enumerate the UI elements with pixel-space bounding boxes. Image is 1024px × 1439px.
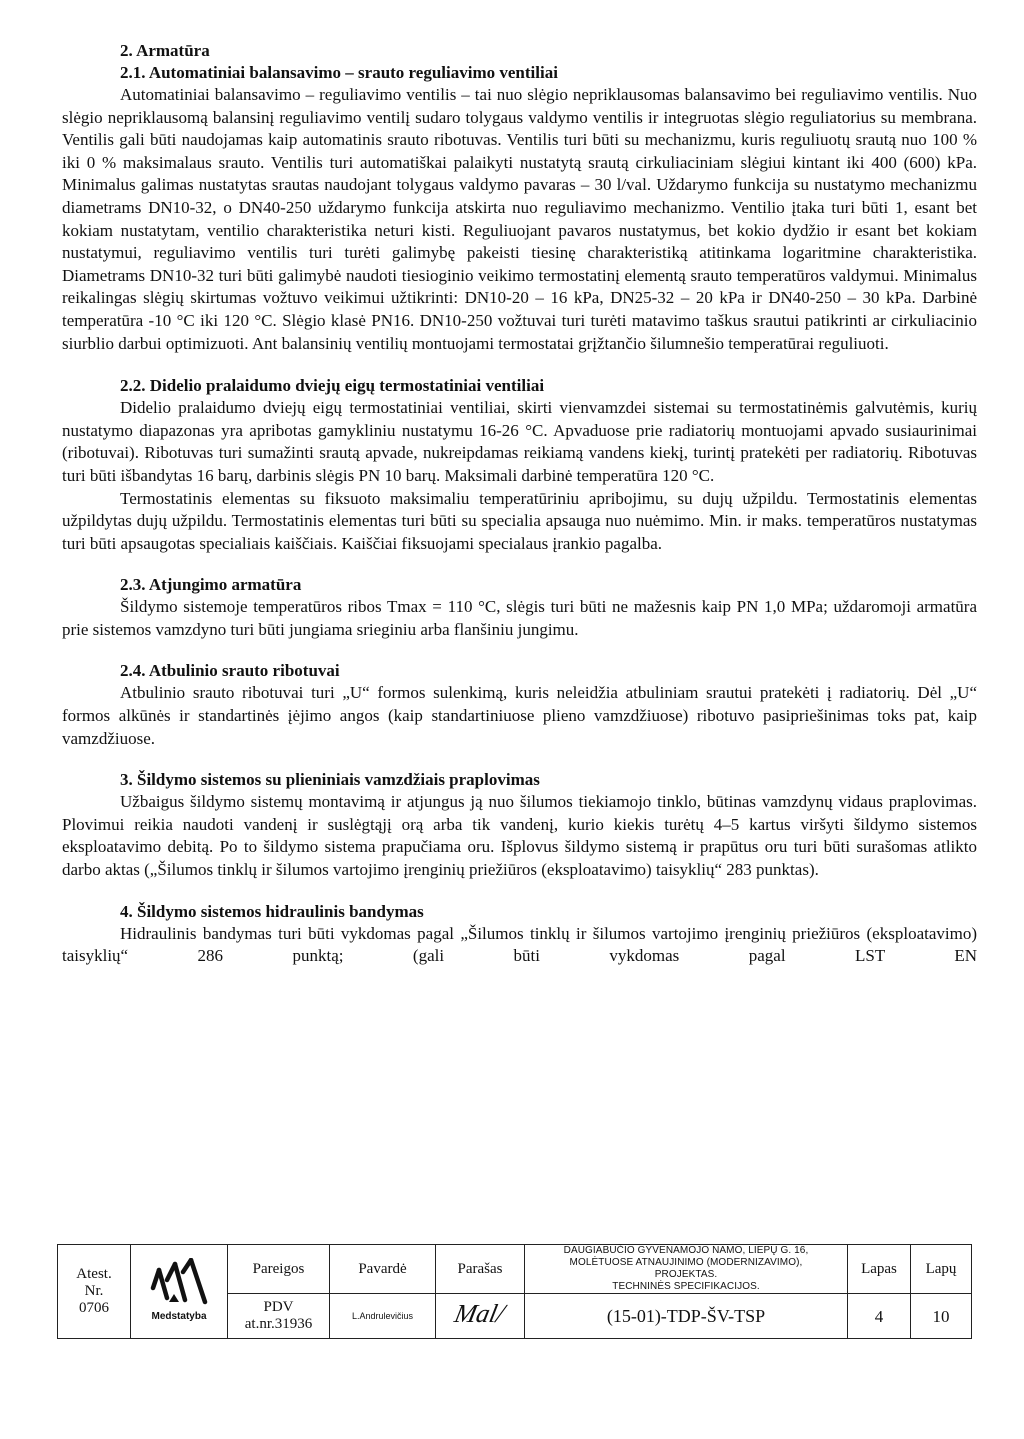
section-number: 2.3. [120,575,146,595]
paragraph: Automatiniai balansavimo – reguliavimo ventilis – tai nuo slėgio nepriklausomas balansavimo bei reguliavimo ventilis. Nuo slėgio nepriklausomą balansinį reguliavimo ventilį sudaro tolygaus valdymo ventilis ir integruotas slėgio reguliatorius su membrana. Ventilis gali būti naudojamas kaip automatinis srauto ribotuvas. Ventilis turi būti su mechanizmu, kuris reguliuotų srautą nuo 100 % iki 0 % maksimalaus srauto. Ventilis turi automatiškai palaikyti nustatytą srautą cirkuliaciniam slėgiui kintant iki 400 (600) kPa. Minimalus galimas nustatytas srautas naudojant tolygaus valdymo pavaras – 30 l/val. Uždarymo funkcija su nustatymo mechanizmu diametrams DN10-32, o DN40-250 uždarymo funkcija atskirta nuo reguliavimo mechanizmo. Ventilio įtaka turi būti 1, esant bet kokiam nustatytam, ventilio charakteristika neturi kisti. Reguliuojant pavaros nustatymus, bet kokio dydžio ir esant bet kokiam nustatymui, reguliavimo ventilis turi turėti galimybę pakeisti tiesinę charakteristiką atitinkama logaritmine charakteristika. Diametrams DN10-32 turi būti galimybė naudoti tiesioginio veikimo termostatinį elementą srauto temperatūros valdymui. Minimalus reikalingas slėgių skirtumas vožtuvo veikimui užtikrinti: DN10-20 – 16 kPa, DN25-32 – 20 kPa ir DN40-250 – 30 kPa. Darbinė temperatūra -10 °C iki 120 °C. Slėgio klasė PN16. DN10-250 vožtuvai turi turėti matavimo taškus srautui patikrinti ar cirkuliacinio siurblio darbui optimizuoti. Ant balansinių ventilių montuojami termostatai grįžtančio šilumnešio temperatūrai reguliuoti. [62,85,977,353]
section-heading-2 [120,40,977,62]
sheet-number: 4 [848,1294,911,1339]
section-title: Didelio pralaidumo dviejų eigų termostatiniai ventiliai [149,376,545,396]
company-logo-icon [149,1258,209,1306]
document-page [62,40,977,968]
project-title [525,1245,848,1294]
paragraph: Užbaigus šildymo sistemų montavimą ir atjungus ją nuo šilumos tiekiamojo tinklo, būtinas vamzdynų vidaus praplovimas. Plovimui reikia naudoti vandenį ir suslėgtąjį orą arba tik vandenį, kurio kiekis turėtų 4–5 kartus viršyti šildymo sistemos eksploatavimo debitą. Po to šildymo sistema prapučiama oru. Išplovus šildymo sistemą ir prapūtus oru turi būti surašomas atlikto darbo aktas („Šilumos tinklų ir šilumos vartojimo įrenginių priežiūros (eksploatavimo) taisyklių“ 283 punktas). [62,792,977,880]
section-number: 2.2. [120,376,146,396]
section-heading-3 [120,769,977,791]
nr-value: 0706 [79,1300,109,1316]
header-parasas: Parašas [436,1245,525,1294]
header-lapas: Lapas [848,1245,911,1294]
atest-label: Atest. [76,1266,112,1282]
document-code: (15-01)-TDP-ŠV-TSP [525,1294,848,1339]
section-title: Šildymo sistemos su plieniniais vamzdžiais praplovimas [137,770,540,790]
header-lapu: Lapų [911,1245,972,1294]
header-pareigos: Pareigos [228,1245,330,1294]
header-pavarde: Pavardė [330,1245,436,1294]
name-cell: L.Andrulevičius [330,1294,436,1339]
sheet-total: 10 [911,1294,972,1339]
paragraph: Atbulinio srauto ribotuvai turi „U“ formos sulenkimą, kuris neleidžia atbuliniam srautui pratekėti į radiatorių. Dėl „U“ formos alkūnės ir standartinės įėjimo angos (kaip standartiniuose plieno vamzdžiuose) ribotuvo pasipriešinimas toks pat, kaip vamzdžiuose. [62,683,977,748]
section-number: 2.4. [120,661,146,681]
logo-cell [131,1245,228,1339]
nr-label: Nr. [84,1283,104,1299]
project-line: MOLĖTUOSE ATNAUJINIMO (MODERNIZAVIMO), [569,1257,803,1268]
paragraph: Hidraulinis bandymas turi būti vykdomas pagal „Šilumos tinklų ir šilumos vartojimo įrenginių priežiūros (eksploatavimo) taisyklių“ 286 punktą; (gali būti vykdomas pagal LST EN [62,923,977,966]
section-title: Automatiniai balansavimo – srauto reguliavimo ventiliai [148,63,558,82]
section-heading-2-3 [120,574,977,596]
title-block [57,1244,972,1339]
signature: Mal/ [452,1299,508,1328]
role-nr: at.nr.31936 [244,1316,313,1332]
section-number: 2.1. [120,63,146,82]
section-heading-2-4 [120,660,977,682]
role: PDV [263,1299,294,1315]
section-heading-2-1 [120,62,977,84]
section-number: 4. [120,901,133,921]
project-line: DAUGIABUČIO GYVENAMOJO NAMO, LIEPŲ G. 16, [563,1245,809,1256]
attestation-cell [58,1245,131,1339]
section-number: 2. [120,41,133,60]
section-title: Atbulinio srauto ribotuvai [148,661,340,681]
logo-caption: Medstatyba [151,1311,207,1322]
section-number: 3. [120,770,133,790]
paragraph: Didelio pralaidumo dviejų eigų termostatiniai ventiliai, skirti vienvamzdei sistemai su termostatinėmis galvutėmis, kurių nustatymo diapazonas yra apribotas gamykliniu nustatymu 16-26 °C. Apvaduose prie radiatorių montuojami apvado susiaurinimai (ribotuvai). Ribotuvas turi sumažinti srautą apvade, nukreipdamas reikiamą vandens kiekį, turintį pratekėti per radiatorių. Ribotuvas turi būti išbandytas 16 barų, darbinis slėgis PN 10 barų. Maksimali darbinė temperatūra 120 °C. [62,398,977,485]
section-heading-4 [120,901,977,923]
project-line: PROJEKTAS. [654,1269,718,1280]
section-title: Šildymo sistemos hidraulinis bandymas [137,901,424,921]
paragraph: Šildymo sistemoje temperatūros ribos Tmax = 110 °C, slėgis turi būti ne mažesnis kaip PN 1,0 MPa; uždaromoji armatūra prie sistemos vamzdyno turi būti jungiama srieginiu arba flanšiniu jungimu. [62,597,977,639]
role-cell [228,1294,330,1339]
paragraph: Termostatinis elementas su fiksuoto maksimaliu temperatūriniu apribojimu, su dujų užpildu. Termostatinis elementas užpildytas dujų užpildu. Termostatinis elementas turi būti su specialia apsauga nuo nuėmimo. Min. ir maks. temperatūros nustatymas turi būti apsaugotas specialiais kaiščiais. Kaiščiai fiksuojami specialaus įrankio pagalba. [62,488,977,553]
section-heading-2-2 [120,375,977,397]
signature-cell [436,1294,525,1339]
section-title: Atjungimo armatūra [148,575,302,595]
section-title: Armatūra [136,41,210,60]
project-line: TECHNINĖS SPECIFIKACIJOS. [612,1281,760,1292]
